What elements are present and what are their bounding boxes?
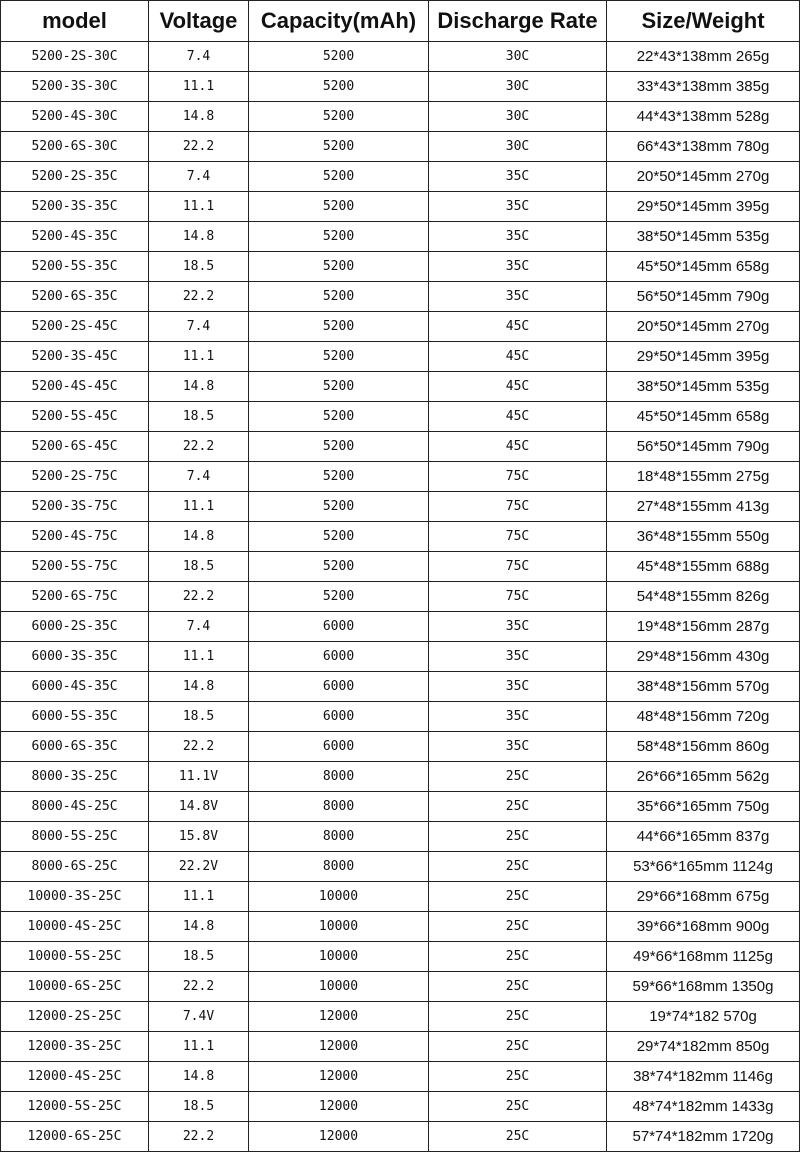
size-weight-cell: 38*50*145mm 535g xyxy=(607,372,800,402)
model-cell: 8000-3S-25C xyxy=(1,762,149,792)
column-header-size-weight: Size/Weight xyxy=(607,1,800,42)
table-row xyxy=(1,732,800,762)
model-cell: 12000-3S-25C xyxy=(1,1032,149,1062)
voltage-cell: 11.1V xyxy=(149,762,249,792)
voltage-cell: 22.2 xyxy=(149,432,249,462)
voltage-cell: 22.2 xyxy=(149,282,249,312)
size-weight-cell: 38*74*182mm 1146g xyxy=(607,1062,800,1092)
size-weight-cell: 19*48*156mm 287g xyxy=(607,612,800,642)
table-row xyxy=(1,642,800,672)
capacity-cell: 6000 xyxy=(249,642,429,672)
voltage-cell: 14.8 xyxy=(149,1062,249,1092)
model-cell: 6000-4S-35C xyxy=(1,672,149,702)
discharge-rate-cell: 25C xyxy=(429,1062,607,1092)
size-weight-cell: 20*50*145mm 270g xyxy=(607,162,800,192)
size-weight-cell: 44*66*165mm 837g xyxy=(607,822,800,852)
size-weight-cell: 26*66*165mm 562g xyxy=(607,762,800,792)
capacity-cell: 8000 xyxy=(249,822,429,852)
capacity-cell: 5200 xyxy=(249,582,429,612)
size-weight-cell: 44*43*138mm 528g xyxy=(607,102,800,132)
table-row xyxy=(1,912,800,942)
model-cell: 5200-6S-75C xyxy=(1,582,149,612)
table-row xyxy=(1,462,800,492)
discharge-rate-cell: 35C xyxy=(429,222,607,252)
discharge-rate-cell: 75C xyxy=(429,492,607,522)
voltage-cell: 14.8V xyxy=(149,792,249,822)
discharge-rate-cell: 45C xyxy=(429,312,607,342)
capacity-cell: 8000 xyxy=(249,792,429,822)
voltage-cell: 7.4 xyxy=(149,312,249,342)
table-row xyxy=(1,222,800,252)
discharge-rate-cell: 35C xyxy=(429,612,607,642)
model-cell: 5200-3S-30C xyxy=(1,72,149,102)
voltage-cell: 15.8V xyxy=(149,822,249,852)
table-row xyxy=(1,582,800,612)
capacity-cell: 12000 xyxy=(249,1032,429,1062)
table-row xyxy=(1,492,800,522)
capacity-cell: 8000 xyxy=(249,852,429,882)
discharge-rate-cell: 25C xyxy=(429,1032,607,1062)
size-weight-cell: 45*50*145mm 658g xyxy=(607,252,800,282)
size-weight-cell: 57*74*182mm 1720g xyxy=(607,1122,800,1152)
table-row xyxy=(1,132,800,162)
capacity-cell: 12000 xyxy=(249,1002,429,1032)
discharge-rate-cell: 30C xyxy=(429,72,607,102)
discharge-rate-cell: 25C xyxy=(429,1092,607,1122)
table-row xyxy=(1,1092,800,1122)
capacity-cell: 5200 xyxy=(249,342,429,372)
discharge-rate-cell: 35C xyxy=(429,162,607,192)
discharge-rate-cell: 35C xyxy=(429,672,607,702)
header-row xyxy=(1,1,800,42)
capacity-cell: 6000 xyxy=(249,702,429,732)
table-row xyxy=(1,822,800,852)
discharge-rate-cell: 30C xyxy=(429,42,607,72)
voltage-cell: 11.1 xyxy=(149,342,249,372)
capacity-cell: 5200 xyxy=(249,522,429,552)
discharge-rate-cell: 25C xyxy=(429,1002,607,1032)
voltage-cell: 14.8 xyxy=(149,102,249,132)
size-weight-cell: 53*66*165mm 1124g xyxy=(607,852,800,882)
capacity-cell: 5200 xyxy=(249,552,429,582)
capacity-cell: 5200 xyxy=(249,312,429,342)
capacity-cell: 5200 xyxy=(249,372,429,402)
capacity-cell: 5200 xyxy=(249,402,429,432)
table-row xyxy=(1,402,800,432)
size-weight-cell: 54*48*155mm 826g xyxy=(607,582,800,612)
table-row xyxy=(1,372,800,402)
capacity-cell: 5200 xyxy=(249,102,429,132)
model-cell: 5200-5S-45C xyxy=(1,402,149,432)
capacity-cell: 10000 xyxy=(249,882,429,912)
discharge-rate-cell: 75C xyxy=(429,462,607,492)
size-weight-cell: 56*50*145mm 790g xyxy=(607,282,800,312)
voltage-cell: 14.8 xyxy=(149,672,249,702)
column-header-capacity: Capacity(mAh) xyxy=(249,1,429,42)
model-cell: 12000-6S-25C xyxy=(1,1122,149,1152)
size-weight-cell: 45*50*145mm 658g xyxy=(607,402,800,432)
capacity-cell: 10000 xyxy=(249,942,429,972)
capacity-cell: 5200 xyxy=(249,222,429,252)
column-header-voltage: Voltage xyxy=(149,1,249,42)
discharge-rate-cell: 35C xyxy=(429,252,607,282)
capacity-cell: 5200 xyxy=(249,162,429,192)
voltage-cell: 14.8 xyxy=(149,912,249,942)
table-row xyxy=(1,282,800,312)
capacity-cell: 5200 xyxy=(249,42,429,72)
size-weight-cell: 18*48*155mm 275g xyxy=(607,462,800,492)
capacity-cell: 12000 xyxy=(249,1122,429,1152)
table-row xyxy=(1,882,800,912)
table-row xyxy=(1,192,800,222)
table-row xyxy=(1,702,800,732)
voltage-cell: 18.5 xyxy=(149,702,249,732)
capacity-cell: 5200 xyxy=(249,132,429,162)
capacity-cell: 5200 xyxy=(249,252,429,282)
model-cell: 5200-4S-35C xyxy=(1,222,149,252)
model-cell: 5200-3S-75C xyxy=(1,492,149,522)
size-weight-cell: 38*50*145mm 535g xyxy=(607,222,800,252)
voltage-cell: 18.5 xyxy=(149,1092,249,1122)
capacity-cell: 12000 xyxy=(249,1062,429,1092)
voltage-cell: 7.4 xyxy=(149,162,249,192)
voltage-cell: 11.1 xyxy=(149,882,249,912)
discharge-rate-cell: 45C xyxy=(429,402,607,432)
capacity-cell: 5200 xyxy=(249,462,429,492)
model-cell: 10000-4S-25C xyxy=(1,912,149,942)
size-weight-cell: 48*48*156mm 720g xyxy=(607,702,800,732)
discharge-rate-cell: 35C xyxy=(429,282,607,312)
table-row xyxy=(1,1002,800,1032)
voltage-cell: 18.5 xyxy=(149,402,249,432)
capacity-cell: 6000 xyxy=(249,672,429,702)
voltage-cell: 22.2V xyxy=(149,852,249,882)
size-weight-cell: 29*50*145mm 395g xyxy=(607,342,800,372)
model-cell: 5200-6S-35C xyxy=(1,282,149,312)
model-cell: 5200-6S-30C xyxy=(1,132,149,162)
column-header-model: model xyxy=(1,1,149,42)
table-row xyxy=(1,552,800,582)
voltage-cell: 7.4V xyxy=(149,1002,249,1032)
discharge-rate-cell: 75C xyxy=(429,552,607,582)
model-cell: 5200-3S-35C xyxy=(1,192,149,222)
discharge-rate-cell: 25C xyxy=(429,912,607,942)
size-weight-cell: 29*66*168mm 675g xyxy=(607,882,800,912)
table-row xyxy=(1,942,800,972)
capacity-cell: 8000 xyxy=(249,762,429,792)
model-cell: 5200-5S-35C xyxy=(1,252,149,282)
table-row xyxy=(1,522,800,552)
table-row xyxy=(1,972,800,1002)
discharge-rate-cell: 35C xyxy=(429,192,607,222)
voltage-cell: 11.1 xyxy=(149,192,249,222)
discharge-rate-cell: 75C xyxy=(429,582,607,612)
table-row xyxy=(1,1122,800,1152)
capacity-cell: 12000 xyxy=(249,1092,429,1122)
discharge-rate-cell: 35C xyxy=(429,642,607,672)
table-row xyxy=(1,612,800,642)
discharge-rate-cell: 25C xyxy=(429,792,607,822)
discharge-rate-cell: 25C xyxy=(429,762,607,792)
discharge-rate-cell: 25C xyxy=(429,972,607,1002)
table-row xyxy=(1,852,800,882)
size-weight-cell: 45*48*155mm 688g xyxy=(607,552,800,582)
voltage-cell: 14.8 xyxy=(149,522,249,552)
voltage-cell: 14.8 xyxy=(149,222,249,252)
discharge-rate-cell: 45C xyxy=(429,372,607,402)
discharge-rate-cell: 35C xyxy=(429,732,607,762)
model-cell: 5200-2S-45C xyxy=(1,312,149,342)
table-row xyxy=(1,42,800,72)
voltage-cell: 22.2 xyxy=(149,732,249,762)
model-cell: 8000-5S-25C xyxy=(1,822,149,852)
model-cell: 12000-4S-25C xyxy=(1,1062,149,1092)
model-cell: 5200-5S-75C xyxy=(1,552,149,582)
voltage-cell: 7.4 xyxy=(149,42,249,72)
size-weight-cell: 66*43*138mm 780g xyxy=(607,132,800,162)
table-row xyxy=(1,432,800,462)
table-row xyxy=(1,252,800,282)
size-weight-cell: 22*43*138mm 265g xyxy=(607,42,800,72)
model-cell: 10000-6S-25C xyxy=(1,972,149,1002)
voltage-cell: 11.1 xyxy=(149,642,249,672)
voltage-cell: 7.4 xyxy=(149,462,249,492)
size-weight-cell: 27*48*155mm 413g xyxy=(607,492,800,522)
size-weight-cell: 58*48*156mm 860g xyxy=(607,732,800,762)
voltage-cell: 22.2 xyxy=(149,1122,249,1152)
discharge-rate-cell: 45C xyxy=(429,432,607,462)
model-cell: 6000-3S-35C xyxy=(1,642,149,672)
discharge-rate-cell: 25C xyxy=(429,852,607,882)
model-cell: 6000-2S-35C xyxy=(1,612,149,642)
model-cell: 12000-2S-25C xyxy=(1,1002,149,1032)
voltage-cell: 11.1 xyxy=(149,1032,249,1062)
capacity-cell: 10000 xyxy=(249,912,429,942)
model-cell: 10000-5S-25C xyxy=(1,942,149,972)
size-weight-cell: 36*48*155mm 550g xyxy=(607,522,800,552)
model-cell: 12000-5S-25C xyxy=(1,1092,149,1122)
model-cell: 5200-2S-30C xyxy=(1,42,149,72)
table-row xyxy=(1,762,800,792)
model-cell: 5200-4S-75C xyxy=(1,522,149,552)
voltage-cell: 14.8 xyxy=(149,372,249,402)
model-cell: 5200-2S-75C xyxy=(1,462,149,492)
size-weight-cell: 29*48*156mm 430g xyxy=(607,642,800,672)
discharge-rate-cell: 75C xyxy=(429,522,607,552)
discharge-rate-cell: 35C xyxy=(429,702,607,732)
model-cell: 5200-6S-45C xyxy=(1,432,149,462)
table-row xyxy=(1,312,800,342)
model-cell: 8000-6S-25C xyxy=(1,852,149,882)
column-header-discharge-rate: Discharge Rate xyxy=(429,1,607,42)
model-cell: 5200-4S-45C xyxy=(1,372,149,402)
voltage-cell: 22.2 xyxy=(149,582,249,612)
capacity-cell: 5200 xyxy=(249,192,429,222)
voltage-cell: 7.4 xyxy=(149,612,249,642)
size-weight-cell: 29*74*182mm 850g xyxy=(607,1032,800,1062)
size-weight-cell: 19*74*182 570g xyxy=(607,1002,800,1032)
capacity-cell: 5200 xyxy=(249,72,429,102)
table-row xyxy=(1,1062,800,1092)
voltage-cell: 22.2 xyxy=(149,972,249,1002)
model-cell: 5200-3S-45C xyxy=(1,342,149,372)
capacity-cell: 5200 xyxy=(249,432,429,462)
size-weight-cell: 20*50*145mm 270g xyxy=(607,312,800,342)
discharge-rate-cell: 30C xyxy=(429,132,607,162)
size-weight-cell: 49*66*168mm 1125g xyxy=(607,942,800,972)
model-cell: 6000-6S-35C xyxy=(1,732,149,762)
model-cell: 8000-4S-25C xyxy=(1,792,149,822)
voltage-cell: 11.1 xyxy=(149,72,249,102)
capacity-cell: 5200 xyxy=(249,492,429,522)
voltage-cell: 18.5 xyxy=(149,252,249,282)
size-weight-cell: 56*50*145mm 790g xyxy=(607,432,800,462)
model-cell: 5200-2S-35C xyxy=(1,162,149,192)
table-row xyxy=(1,792,800,822)
size-weight-cell: 29*50*145mm 395g xyxy=(607,192,800,222)
size-weight-cell: 38*48*156mm 570g xyxy=(607,672,800,702)
table-row xyxy=(1,672,800,702)
table-row xyxy=(1,162,800,192)
model-cell: 10000-3S-25C xyxy=(1,882,149,912)
voltage-cell: 18.5 xyxy=(149,942,249,972)
size-weight-cell: 35*66*165mm 750g xyxy=(607,792,800,822)
capacity-cell: 10000 xyxy=(249,972,429,1002)
model-cell: 6000-5S-35C xyxy=(1,702,149,732)
table-row xyxy=(1,342,800,372)
table-row xyxy=(1,72,800,102)
size-weight-cell: 48*74*182mm 1433g xyxy=(607,1092,800,1122)
discharge-rate-cell: 25C xyxy=(429,1122,607,1152)
table-row xyxy=(1,1032,800,1062)
discharge-rate-cell: 25C xyxy=(429,882,607,912)
capacity-cell: 6000 xyxy=(249,732,429,762)
voltage-cell: 18.5 xyxy=(149,552,249,582)
voltage-cell: 22.2 xyxy=(149,132,249,162)
model-cell: 5200-4S-30C xyxy=(1,102,149,132)
size-weight-cell: 59*66*168mm 1350g xyxy=(607,972,800,1002)
table-row xyxy=(1,102,800,132)
discharge-rate-cell: 25C xyxy=(429,822,607,852)
capacity-cell: 6000 xyxy=(249,612,429,642)
voltage-cell: 11.1 xyxy=(149,492,249,522)
table-body xyxy=(1,42,800,1152)
discharge-rate-cell: 25C xyxy=(429,942,607,972)
capacity-cell: 5200 xyxy=(249,282,429,312)
size-weight-cell: 39*66*168mm 900g xyxy=(607,912,800,942)
size-weight-cell: 33*43*138mm 385g xyxy=(607,72,800,102)
discharge-rate-cell: 30C xyxy=(429,102,607,132)
discharge-rate-cell: 45C xyxy=(429,342,607,372)
